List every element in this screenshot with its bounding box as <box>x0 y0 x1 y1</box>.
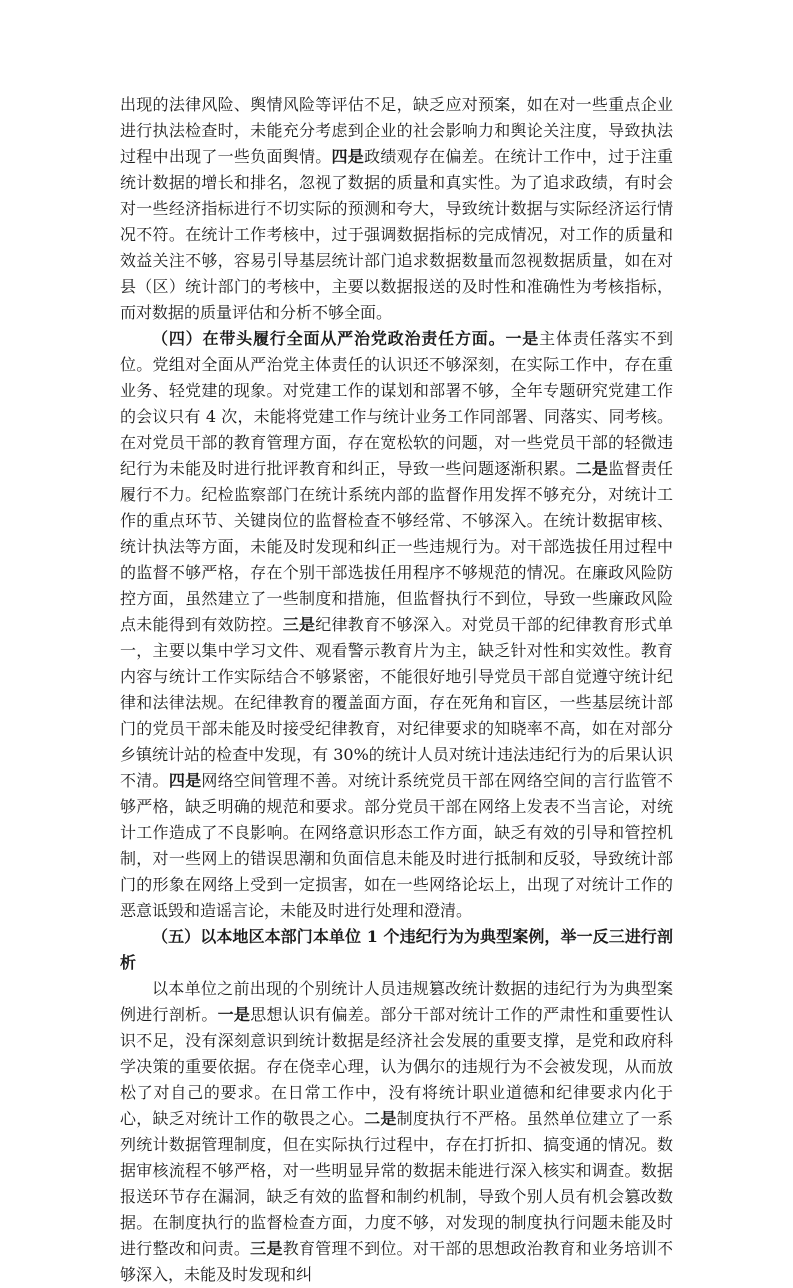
paragraph-case-analysis <box>120 976 673 1288</box>
document-page <box>120 92 673 1288</box>
bold-marker: 二是 <box>575 459 609 478</box>
text-run: 网络空间管理不善。对统计系统党员干部在网络空间的言行监管不够严格，缺乏明确的规范和要求。部分党员干部在网络上发表不当言论，对统计工作造成了不良影响。在网络意识形态工作方面，缺乏有效的引导和管控机制，对一些网上的错误思潮和负面信息未能及时进行抵制和反驳，导致统计部门的形象在网络上受到一定损害，如在一些网络论坛上，出现了对统计工作的恶意诋毁和造谣言论，未能及时进行处理和澄清。 <box>120 771 673 920</box>
text-run: 制度执行不严格。虽然单位建立了一系列统计数据管理制度，但在实际执行过程中，存在打折扣、搞变通的情况。数据审核流程不够严格，对一些明显异常的数据未能进行深入核实和调查。数据报送环节存在漏洞，缺乏有效的监督和制约机制，导致个别人员有机会篡改数据。在制度执行的监督检查方面，力度不够，对发现的制度执行问题未能及时进行整改和问责。 <box>120 1109 673 1258</box>
section-five-heading <box>120 924 673 976</box>
text-run: 出现的法律风险、舆情风险等评估不足，缺乏应对预案，如在对一些重点企业进行执法检查时，未能充分考虑到企业的社会影响力和舆论关注度，导致执法过程中出现了一些负面舆情。 <box>120 95 673 166</box>
section-heading: （五）以本地区本部门本单位 1 个违纪行为为典型案例，举一反三进行剖析 <box>120 927 673 972</box>
text-run: 思想认识有偏差。部分干部对统计工作的严肃性和重要性认识不足，没有深刻意识到统计数据是经济社会发展的重要支撑，是党和政府科学决策的重要依据。存在侥幸心理，认为偶尔的违规行为不会被发现，从而放松了对自己的要求。在日常工作中，没有将统计职业道德和纪律要求内化于心，缺乏对统计工作的敬畏之心。 <box>120 1005 673 1128</box>
bold-marker: 四是 <box>168 771 202 790</box>
bold-marker: 四是 <box>331 147 365 166</box>
section-heading: （四）在带头履行全面从严治党政治责任方面。 <box>152 329 506 348</box>
text-run: 教育管理不到位。对干部的思想政治教育和业务培训不够深入，未能及时发现和纠 <box>120 1239 673 1284</box>
text-run: 以本单位之前出现的个别统计人员违规篡改统计数据的违纪行为为典型案例进行剖析。 <box>120 979 673 1024</box>
bold-marker: 一是 <box>217 1005 251 1024</box>
text-run: 政绩观存在偏差。在统计工作中，过于注重统计数据的增长和排名，忽视了数据的质量和真实性。为了追求政绩，有时会对一些经济指标进行不切实际的预测和夸大，导致统计数据与实际经济运行情况不符。在统计工作考核中，过于强调数据指标的完成情况，对工作的质量和效益关注不够，容易引导基层统计部门追求数据数量而忽视数据质量，如在对县（区）统计部门的考核中，主要以数据报送的及时性和准确性为考核指标，而对数据的质量评估和分析不够全面。 <box>120 147 673 322</box>
text-run: 监督责任履行不力。纪检监察部门在统计系统内部的监督作用发挥不够充分，对统计工作的重点环节、关键岗位的监督检查不够经常、不够深入。在统计数据审核、统计执法等方面，未能及时发现和纠正一些违规行为。对干部选拔任用过程中的监督不够严格，存在个别干部选拔任用程序不够规范的情况。在廉政风险防控方面，虽然建立了一些制度和措施，但监督执行不到位，导致一些廉政风险点未能得到有效防控。 <box>120 459 673 634</box>
text-run: 主体责任落实不到位。党组对全面从严治党主体责任的认识还不够深刻，在实际工作中，存在重业务、轻党建的现象。对党建工作的谋划和部署不够，全年专题研究党建工作的会议只有 4 次，未能将党建工作与统计业务工作同部署、同落实、同考核。在对党员干部的教育管理方面，存在宽松软的问题，对一些党员干部的轻微违纪行为未能及时进行批评教育和纠正，导致一些问题逐渐积累。 <box>120 329 673 478</box>
bold-marker: 一是 <box>505 329 540 348</box>
text-run: 纪律教育不够深入。对党员干部的纪律教育形式单一，主要以集中学习文件、观看警示教育片为主，缺乏针对性和实效性。教育内容与统计工作实际结合不够紧密，不能很好地引导党员干部自觉遵守统计纪律和法律法规。在纪律教育的覆盖面方面，存在死角和盲区，一些基层统计部门的党员干部未能及时接受纪律教育，对纪律要求的知晓率不高，如在对部分乡镇统计站的检查中发现，有 30%的统计人员对统计违法违纪行为的后果认识不清。 <box>120 615 673 790</box>
paragraph-section-four <box>120 326 673 924</box>
bold-marker: 二是 <box>364 1109 397 1128</box>
bold-marker: 三是 <box>282 615 316 634</box>
bold-marker: 三是 <box>250 1239 283 1258</box>
paragraph-political-performance <box>120 92 673 326</box>
